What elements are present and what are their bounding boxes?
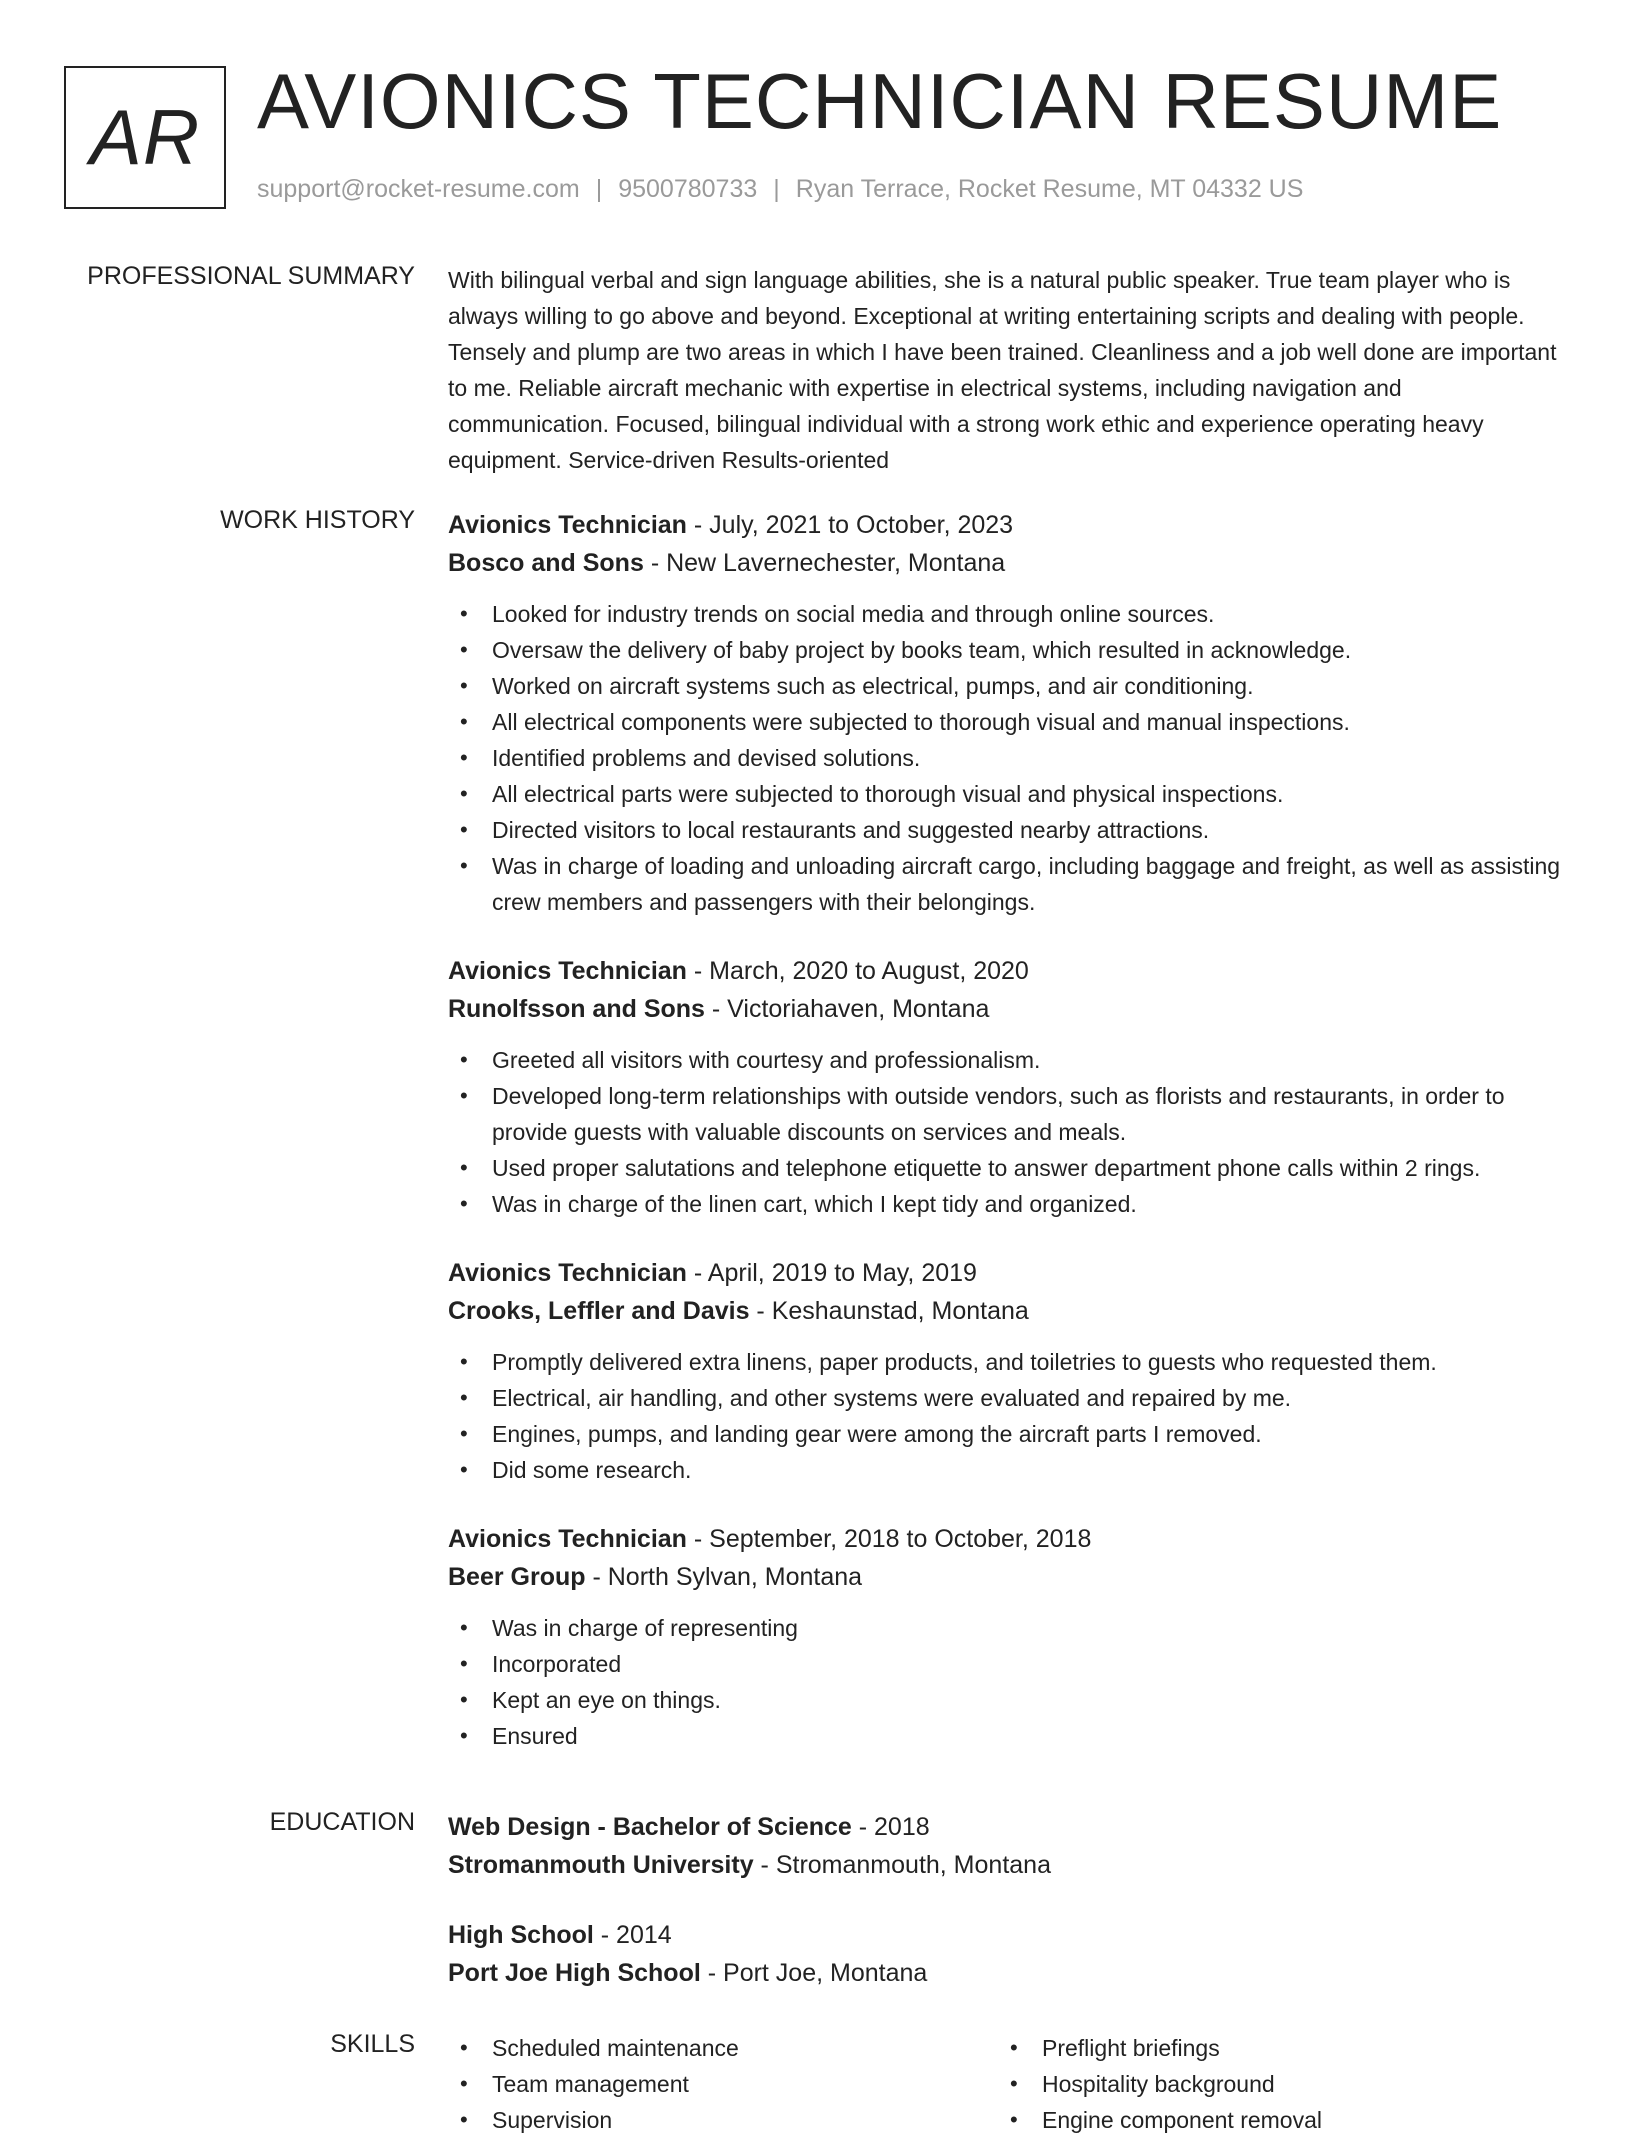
job-company: Bosco and Sons <box>448 549 644 577</box>
school: Port Joe High School <box>448 1959 701 1987</box>
list-item: • Looked for industry trends on social media and through online sources. <box>448 596 1568 632</box>
job-bullets <box>448 596 1568 920</box>
list-item: • Did some research. <box>448 1452 1568 1488</box>
school-location: - Port Joe, Montana <box>700 1959 928 1987</box>
skill-item: • Scheduled maintenance <box>448 2030 998 2066</box>
job-company-line <box>448 990 1568 1028</box>
job-location: - New Lavernechester, Montana <box>643 549 1006 577</box>
list-item: • Kept an eye on things. <box>448 1682 1568 1718</box>
job-bullets <box>448 1344 1568 1488</box>
school: Stromanmouth University <box>448 1851 754 1879</box>
skills-column-right <box>998 2030 1548 2138</box>
education-entry <box>448 1916 1568 1992</box>
job-dates: - September, 2018 to October, 2018 <box>686 1525 1092 1553</box>
skill-item: • Hospitality background <box>998 2066 1548 2102</box>
list-item: • Incorporated <box>448 1646 1568 1682</box>
job-company: Runolfsson and Sons <box>448 995 705 1023</box>
grad-year: - 2018 <box>851 1813 930 1841</box>
job-dates: - March, 2020 to August, 2020 <box>686 957 1029 985</box>
contact-address: Ryan Terrace, Rocket Resume, MT 04332 US <box>795 175 1304 203</box>
list-item: • Was in charge of loading and unloading aircraft cargo, including baggage and freight, as well as assisting crew members and passengers with their belongings. <box>448 848 1568 920</box>
job-title-line <box>448 952 1568 990</box>
job-company-line <box>448 544 1568 582</box>
contact-line <box>257 175 1303 204</box>
list-item: • Directed visitors to local restaurants and suggested nearby attractions. <box>448 812 1568 848</box>
job-title-line <box>448 1520 1568 1558</box>
list-item: • Developed long-term relationships with outside vendors, such as florists and restaurants, in order to provide guests with valuable discounts on services and meals. <box>448 1078 1568 1150</box>
degree: Web Design - Bachelor of Science <box>448 1813 852 1841</box>
school-line <box>448 1954 1568 1992</box>
list-item: • Identified problems and devised solutions. <box>448 740 1568 776</box>
job-entry <box>448 1254 1568 1488</box>
list-item: • All electrical parts were subjected to thorough visual and physical inspections. <box>448 776 1568 812</box>
skill-item: • Team management <box>448 2066 998 2102</box>
resume-title: AVIONICS TECHNICIAN RESUME <box>257 57 1503 145</box>
job-company: Crooks, Leffler and Davis <box>448 1297 750 1325</box>
list-item: • Was in charge of the linen cart, which I kept tidy and organized. <box>448 1186 1568 1222</box>
job-location: - Keshaunstad, Montana <box>749 1297 1029 1325</box>
job-bullets <box>448 1042 1568 1222</box>
monogram-box <box>64 66 226 209</box>
contact-phone[interactable]: 9500780733 <box>618 175 758 203</box>
job-location: - Victoriahaven, Montana <box>704 995 990 1023</box>
grad-year: - 2014 <box>593 1921 672 1949</box>
list-item: • Was in charge of representing <box>448 1610 1568 1646</box>
work-history-list <box>448 506 1568 1786</box>
job-entry <box>448 952 1568 1222</box>
degree-line <box>448 1916 1568 1954</box>
contact-email[interactable]: support@rocket-resume.com <box>257 175 580 203</box>
degree: High School <box>448 1921 594 1949</box>
school-location: - Stromanmouth, Montana <box>753 1851 1051 1879</box>
job-company: Beer Group <box>448 1563 586 1591</box>
list-item: • Worked on aircraft systems such as electrical, pumps, and air conditioning. <box>448 668 1568 704</box>
job-company-line <box>448 1558 1568 1596</box>
list-item: • Promptly delivered extra linens, paper products, and toiletries to guests who requested them. <box>448 1344 1568 1380</box>
skills-column-left <box>448 2030 998 2138</box>
list-item: • Engines, pumps, and landing gear were among the aircraft parts I removed. <box>448 1416 1568 1452</box>
list-item: • Oversaw the delivery of baby project by books team, which resulted in acknowledge. <box>448 632 1568 668</box>
job-title: Avionics Technician <box>448 1525 687 1553</box>
job-title: Avionics Technician <box>448 957 687 985</box>
section-label-education: EDUCATION <box>269 1808 415 1836</box>
section-label-work: WORK HISTORY <box>220 506 415 534</box>
skill-item: • Preflight briefings <box>998 2030 1548 2066</box>
job-entry <box>448 1520 1568 1754</box>
list-item: • Ensured <box>448 1718 1568 1754</box>
school-line <box>448 1846 1568 1884</box>
job-dates: - July, 2021 to October, 2023 <box>686 511 1014 539</box>
section-label-summary: PROFESSIONAL SUMMARY <box>87 262 415 290</box>
contact-separator: | <box>773 175 780 203</box>
education-list <box>448 1808 1568 2024</box>
job-title-line <box>448 1254 1568 1292</box>
job-title-line <box>448 506 1568 544</box>
job-title: Avionics Technician <box>448 1259 687 1287</box>
degree-line <box>448 1808 1568 1846</box>
job-dates: - April, 2019 to May, 2019 <box>686 1259 977 1287</box>
job-company-line <box>448 1292 1568 1330</box>
job-location: - North Sylvan, Montana <box>585 1563 863 1591</box>
initials: AR <box>89 93 201 181</box>
contact-separator: | <box>595 175 603 203</box>
list-item: • All electrical components were subjected to thorough visual and manual inspections. <box>448 704 1568 740</box>
education-entry <box>448 1808 1568 1884</box>
skill-item: • Engine component removal <box>998 2102 1548 2138</box>
job-bullets <box>448 1610 1568 1754</box>
list-item: • Greeted all visitors with courtesy and professionalism. <box>448 1042 1568 1078</box>
section-label-skills: SKILLS <box>330 2030 415 2058</box>
list-item: • Used proper salutations and telephone etiquette to answer department phone calls within 2 rings. <box>448 1150 1568 1186</box>
job-title: Avionics Technician <box>448 511 687 539</box>
summary-text: With bilingual verbal and sign language abilities, she is a natural public speaker. True team player who is always willing to go above and beyond. Exceptional at writing entertaining scripts and dealing with people. Tensely and plump are two areas in which I have been trained. Cleanliness and a job well done are important to me. Reliable aircraft mechanic with expertise in electrical systems, including navigation and communication. Focused, bilingual individual with a strong work ethic and experience operating heavy equipment. Service-driven Results-oriented <box>448 267 1557 473</box>
skill-item: • Supervision <box>448 2102 998 2138</box>
list-item: • Electrical, air handling, and other systems were evaluated and repaired by me. <box>448 1380 1568 1416</box>
skills-columns <box>448 2030 1568 2138</box>
job-entry <box>448 506 1568 920</box>
